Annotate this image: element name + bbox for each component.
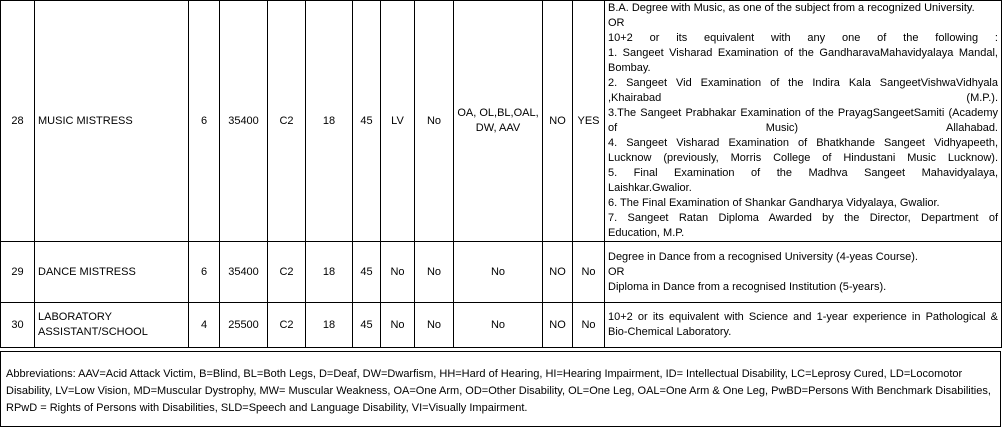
qualification-line: of Music) Allahabad.	[608, 122, 998, 134]
vacancy-count-cell: 4	[189, 303, 220, 348]
disability-types-cell: OA, OL,BL,OAL, DW, AAV	[454, 1, 543, 242]
pay-cell: 35400	[220, 1, 268, 242]
pay-level-cell: C2	[268, 303, 306, 348]
table-body	[1, 1, 1002, 348]
qualification-line: 3.The Sangeet Prabhakar Examination of the PrayagSangeetSamiti (Academy	[608, 107, 998, 119]
qualification-cell	[605, 242, 1002, 303]
max-age-cell: 45	[353, 1, 381, 242]
disability-types-cell: No	[454, 242, 543, 303]
vacancy-count-cell: 6	[189, 242, 220, 303]
flag-cell: NO	[543, 1, 573, 242]
qualification-line: 10+2 or its equivalent with any one of the following :	[608, 32, 998, 44]
qualification-line: Lucknow (previously, Morris College of Hindustani Music Lucknow).	[608, 152, 998, 164]
post-name-cell: MUSIC MISTRESS	[35, 1, 189, 242]
flag-cell: NO	[543, 242, 573, 303]
qualification-line: Education, M.P.	[608, 227, 685, 239]
category-cell: No	[415, 303, 454, 348]
pay-cell: 25500	[220, 303, 268, 348]
serial-number-cell: 30	[1, 303, 35, 348]
qualification-line: 5. Final Examination of the Madhva Sangeet Mahavidyalaya,	[608, 167, 998, 179]
table-row	[1, 242, 1002, 303]
qualification-line: 7. Sangeet Ratan Diploma Awarded by the Director, Department of	[608, 212, 998, 224]
category-cell: No	[381, 242, 415, 303]
category-cell: LV	[381, 1, 415, 242]
qualification-line: OR	[608, 265, 625, 278]
qualification-line: 1. Sangeet Visharad Examination of the GandharavaMahavidyalaya Mandal,	[608, 47, 998, 59]
max-age-cell: 45	[353, 303, 381, 348]
category-cell: No	[381, 303, 415, 348]
flag-cell: No	[573, 242, 605, 303]
pay-cell: 35400	[220, 242, 268, 303]
disability-types-cell: No	[454, 303, 543, 348]
qualification-line: 10+2 or its equivalent with Science and 1-year experience in Pathological &	[608, 311, 998, 323]
flag-cell: No	[573, 303, 605, 348]
max-age-cell: 45	[353, 242, 381, 303]
min-age-cell: 18	[306, 242, 353, 303]
qualification-line: Degree in Dance from a recognised University (4-yeas Course).	[608, 250, 918, 263]
qualification-line: 2. Sangeet Vid Examination of the Indira Kala SangeetVishwaVidhyala	[608, 77, 998, 89]
qualification-line: 4. Sangeet Visharad Examination of Bhatkhande Sangeet Vidhyapeeth,	[608, 137, 998, 149]
flag-cell: YES	[573, 1, 605, 242]
qualification-line: B.A. Degree with Music, as one of the subject from a recognized University.	[608, 2, 975, 14]
flag-cell: NO	[543, 303, 573, 348]
table-row	[1, 1, 1002, 242]
post-name-cell: LABORATORY ASSISTANT/SCHOOL	[35, 303, 189, 348]
pay-level-cell: C2	[268, 1, 306, 242]
category-cell: No	[415, 1, 454, 242]
table-row	[1, 303, 1002, 348]
serial-number-cell: 28	[1, 1, 35, 242]
qualification-line: OR	[608, 17, 625, 29]
vacancy-count-cell: 6	[189, 1, 220, 242]
post-name-cell: DANCE MISTRESS	[35, 242, 189, 303]
category-cell: No	[415, 242, 454, 303]
qualification-cell	[605, 303, 1002, 348]
qualification-line: Bio-Chemical Laboratory.	[608, 326, 732, 338]
pay-level-cell: C2	[268, 242, 306, 303]
qualification-cell	[605, 1, 1002, 242]
qualification-line: 6. The Final Examination of Shankar Gandharya Vidyalaya, Gwalior.	[608, 197, 940, 209]
qualification-line: Diploma in Dance from a recognised Institution (5-years).	[608, 280, 887, 293]
min-age-cell: 18	[306, 1, 353, 242]
qualification-line: Laishkar.Gwalior.	[608, 182, 692, 194]
serial-number-cell: 29	[1, 242, 35, 303]
qualification-line: Bombay.	[608, 62, 651, 74]
min-age-cell: 18	[306, 303, 353, 348]
qualification-line: ,Khairabad (M.P.).	[608, 92, 998, 104]
abbreviations-note: Abbreviations: AAV=Acid Attack Victim, B=Blind, BL=Both Legs, D=Deaf, DW=Dwarfism, HH=Hard of Hearing, HI=Hearing Impairment, ID= Intellectual Disability, LC=Leprosy Cured, LD=Locomotor Disability, LV=Low Vision, MD=Muscular Dystrophy, MW= Muscular Weakness, OA=One Arm, OD=Other Disability, OL=One Leg, OAL=One Arm & One Leg, PwBD=Persons With Benchmark Disabilities, RPwD = Rights of Persons with Disabilities, SLD=Speech and Language Disability, VI=Visually Impairment.	[0, 351, 1001, 427]
